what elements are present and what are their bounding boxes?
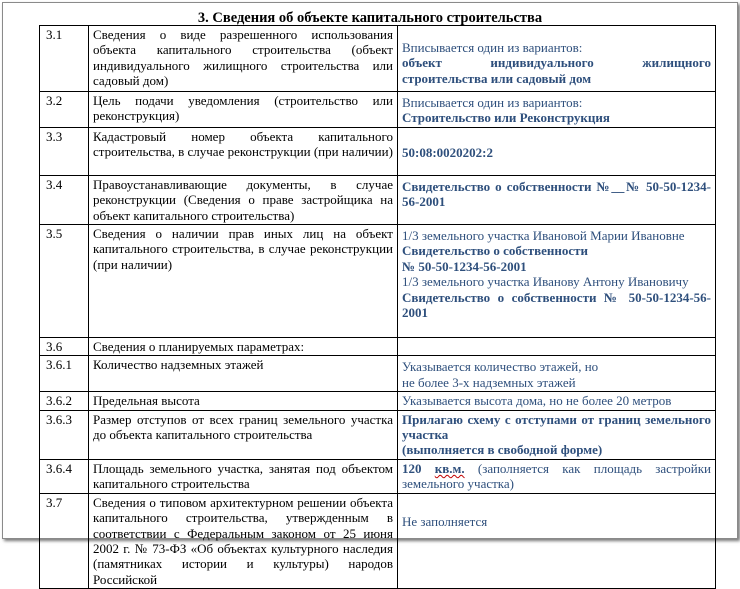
value-hint: не более 3-х надземных этажей bbox=[402, 374, 576, 390]
value-bold: Свидетельство о собственности bbox=[402, 243, 588, 259]
document-frame bbox=[2, 2, 738, 587]
row-description: Площадь земельного участка, занятая под объектом капитального строительства bbox=[89, 459, 398, 493]
table-row bbox=[40, 225, 716, 338]
row-description: Размер отступов от всех границ земельного участка до объекта капитального строительства bbox=[89, 410, 398, 459]
row-description: Сведения о планируемых параметрах: bbox=[89, 338, 398, 356]
table-row bbox=[40, 26, 716, 92]
row-value bbox=[398, 459, 716, 493]
object-info-table bbox=[39, 25, 716, 589]
row-number: 3.6.2 bbox=[40, 392, 89, 410]
value-bold: строительства или садовый дом bbox=[402, 70, 592, 86]
value-hint: Вписывается один из вариантов: bbox=[402, 95, 583, 110]
value-bold: № 50-50-1234-56-2001 bbox=[402, 258, 527, 274]
row-number: 3.2 bbox=[40, 92, 89, 128]
table-row bbox=[40, 175, 716, 224]
cadastral-number: 50:08:0020202:2 bbox=[402, 144, 493, 160]
value-line: 1/3 земельного участка Ивановой Марии Ивановне bbox=[402, 228, 685, 244]
value-line: 1/3 земельного участка Иванову Антону Ивановичу bbox=[402, 274, 689, 290]
row-value bbox=[398, 410, 716, 459]
section-title: 3. Сведения об объекте капитального строительства bbox=[197, 10, 543, 26]
value-bold: Свидетельство о собственности №__№ 50-50-1234-56-2001 bbox=[402, 178, 711, 210]
row-number: 3.1 bbox=[40, 26, 89, 92]
row-description: Предельная высота bbox=[89, 392, 398, 410]
row-number: 3.7 bbox=[40, 493, 89, 588]
row-description: Правоустанавливающие документы, в случае реконструкции (Сведения о праве застройщика на объект капитального строительства) bbox=[89, 175, 398, 224]
table-row bbox=[40, 127, 716, 175]
table-row bbox=[40, 459, 716, 493]
value-bold: Свидетельство о собственности № 50-50-1234-56-2001 bbox=[402, 289, 711, 321]
row-description: Кадастровый номер объекта капитального строительства, в случае реконструкции (при наличии) bbox=[89, 127, 398, 175]
row-value bbox=[398, 92, 716, 128]
table-row bbox=[40, 392, 716, 410]
row-number: 3.3 bbox=[40, 127, 89, 175]
table-row bbox=[40, 493, 716, 588]
row-number: 3.6.3 bbox=[40, 410, 89, 459]
value-bold: объект индивидуального жилищного bbox=[402, 55, 711, 71]
value-hint: Указывается количество этажей, но bbox=[402, 359, 599, 375]
row-value: Указывается высота дома, но не более 20 метров bbox=[398, 392, 716, 410]
row-description: Сведения о типовом архитектурном решении объекта капитального строительства, утвержденным в соответствии с Федеральным законом от 25 июня 2002 г. № 73-ФЗ «Об объектах культурного наследия (памятниках истории и культуры) народов Российской bbox=[89, 493, 398, 588]
row-description: Цель подачи уведомления (строительство или реконструкция) bbox=[89, 92, 398, 128]
row-number: 3.6 bbox=[40, 338, 89, 356]
row-number: 3.5 bbox=[40, 225, 89, 338]
value-hint: Не заполняется bbox=[402, 514, 488, 530]
table-row bbox=[40, 338, 716, 356]
value-bold: Строительство или Реконструкция bbox=[402, 110, 610, 126]
row-value bbox=[398, 127, 716, 175]
value-bold: (выполняется в свободной форме) bbox=[402, 442, 603, 458]
table-row bbox=[40, 92, 716, 128]
row-value bbox=[398, 356, 716, 392]
row-description: Количество надземных этажей bbox=[89, 356, 398, 392]
row-value bbox=[398, 175, 716, 224]
row-number: 3.6.1 bbox=[40, 356, 89, 392]
value-hint: Вписывается один из вариантов: bbox=[402, 40, 583, 55]
row-description: Сведения о виде разрешенного использования объекта капитального строительства (объект индивидуального жилищного строительства или садовый дом) bbox=[89, 26, 398, 92]
area-value: 120 кв.м. (заполняется как площадь застройки земельного участка) bbox=[402, 460, 712, 492]
row-value bbox=[398, 225, 716, 338]
row-value bbox=[398, 338, 716, 356]
row-value bbox=[398, 26, 716, 92]
row-value bbox=[398, 493, 716, 588]
table-row bbox=[40, 410, 716, 459]
table-row bbox=[40, 356, 716, 392]
row-number: 3.6.4 bbox=[40, 459, 89, 493]
value-bold: Прилагаю схему с отступами от границ земельного участка bbox=[402, 411, 711, 443]
row-description: Сведения о наличии прав иных лиц на объект капитального строительства, в случае реконструкции (при наличии) bbox=[89, 225, 398, 338]
row-number: 3.4 bbox=[40, 175, 89, 224]
